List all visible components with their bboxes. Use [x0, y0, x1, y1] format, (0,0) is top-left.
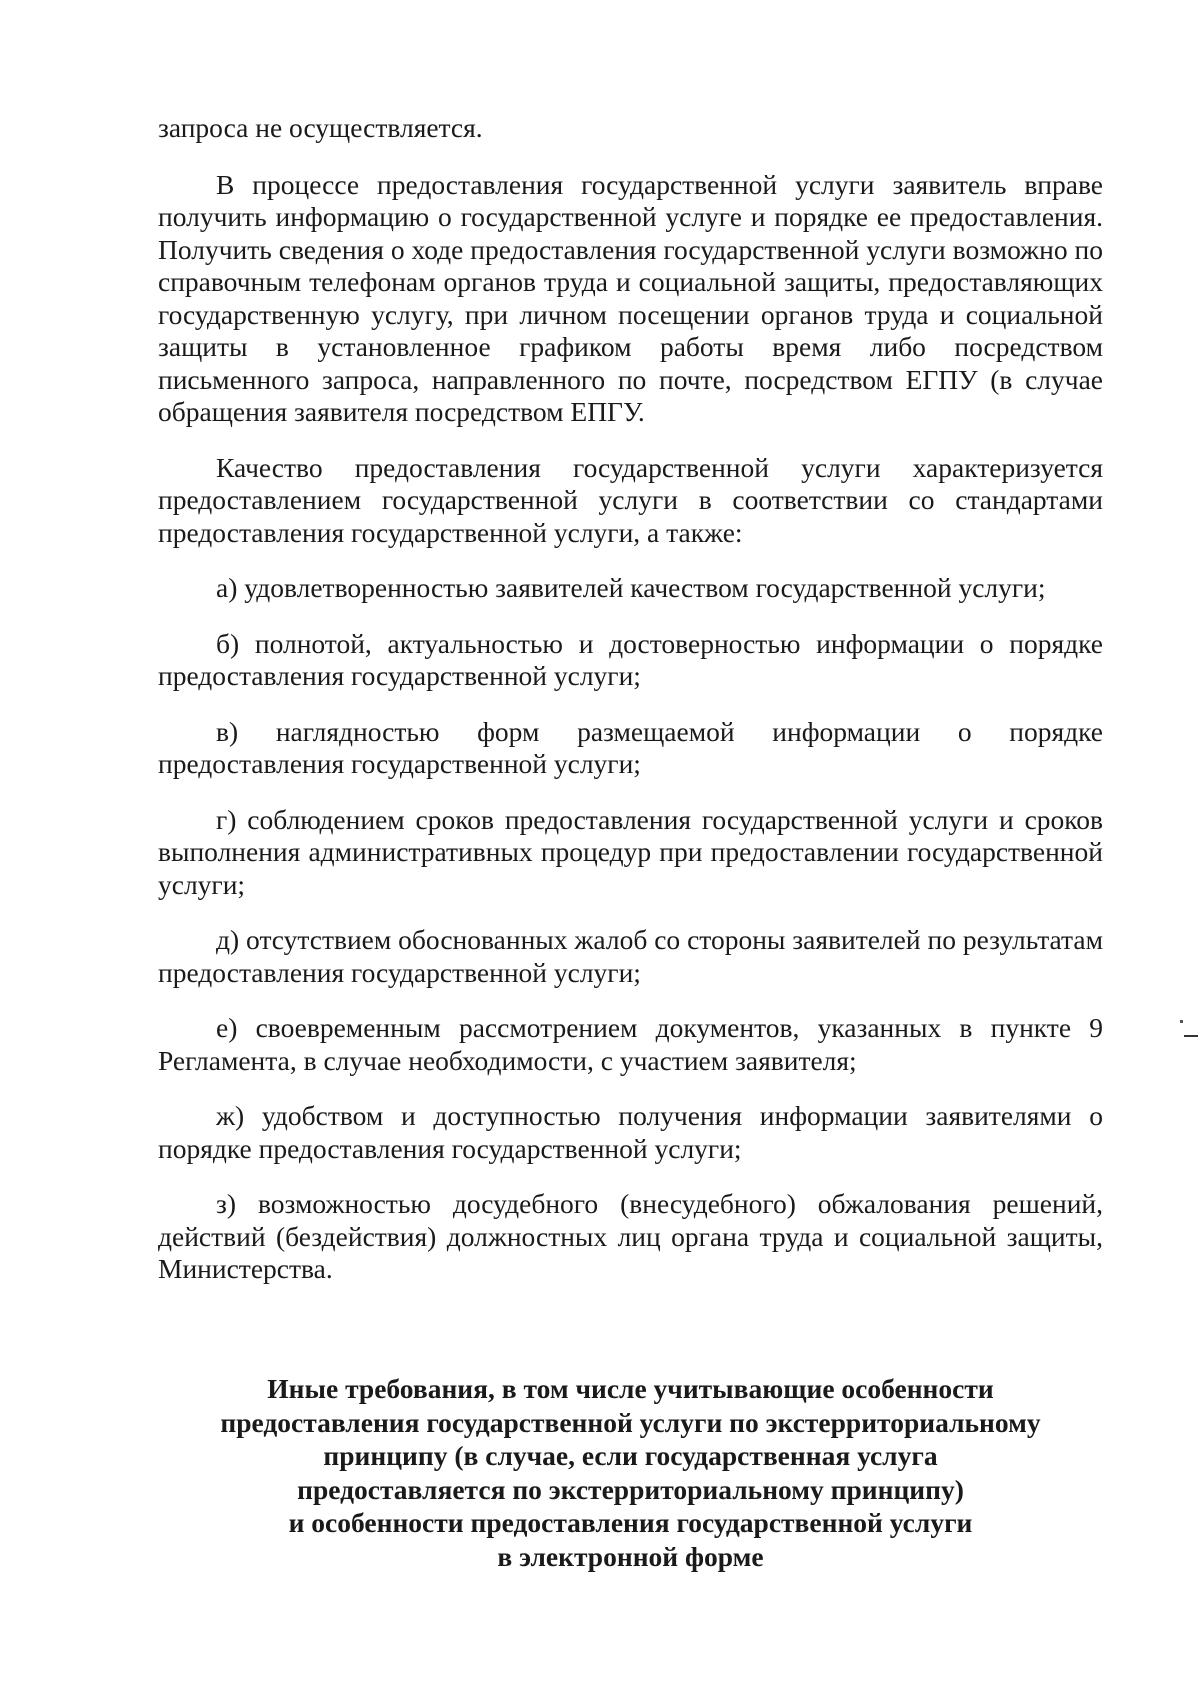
- list-item-e: е) своевременным рассмотрением документов, указанных в пункте 9 Регламента, в случае необходимости, с участием заявителя;: [158, 1012, 1103, 1076]
- paragraph-continuation: запроса не осуществляется.: [158, 112, 483, 143]
- list-item-z: з) возможностью досудебного (внесудебного) обжалования решений, действий (бездействия) должностных лиц органа труда и социальной защиты, Министерства.: [158, 1188, 1103, 1284]
- scan-margin-dot: [1180, 1020, 1183, 1023]
- paragraph-quality: Качество предоставления государственной услуги характеризуется предоставлением государственной услуги в соответствии со стандартами предоставления государственной услуги, а также:: [158, 451, 1103, 548]
- section-heading: [158, 1372, 1103, 1573]
- heading-line: принципу (в случае, если государственная услуга: [323, 1440, 938, 1471]
- heading-line: и особенности предоставления государственной услуги: [288, 1507, 973, 1538]
- heading-line: в электронной форме: [497, 1540, 764, 1572]
- heading-line: предоставляется по экстерриториальному принципу): [297, 1473, 964, 1505]
- heading-line: Иные требования, в том числе учитывающие особенности: [267, 1373, 994, 1404]
- list-item-d: д) отсутствием обоснованных жалоб со стороны заявителей по результатам предоставления государственной услуги;: [158, 924, 1103, 988]
- list-item-v: в) наглядностью форм размещаемой информации о порядке предоставления государственной услуги;: [158, 715, 1103, 779]
- scan-margin-mark: [1184, 1035, 1198, 1037]
- heading-line: предоставления государственной услуги по экстерриториальному: [220, 1406, 1041, 1438]
- document-body: [158, 112, 1103, 1309]
- list-item-zh: ж) удобством и доступностью получения информации заявителями о порядке предоставления государственной услуги;: [158, 1100, 1103, 1164]
- list-item-b: б) полнотой, актуальностью и достоверностью информации о порядке предоставления государственной услуги;: [158, 627, 1103, 691]
- paragraph-information: В процессе предоставления государственной услуги заявитель вправе получить информацию о государственной услуге и порядке ее предоставления. Получить сведения о ходе предоставления государственной услуги возможно по справочным телефонам органов труда и социальной защиты, предоставляющих государственную услугу, при личном посещении органов труда и социальной защиты в установленное графиком работы время либо посредством письменного запроса, направленного по почте, посредством ЕГПУ (в случае обращения заявителя посредством ЕПГУ.: [158, 168, 1103, 427]
- list-item-a: а) удовлетворенностью заявителей качеством государственной услуги;: [216, 572, 1046, 603]
- list-item-g: г) соблюдением сроков предоставления государственной услуги и сроков выполнения административных процедур при предоставлении государственной услуги;: [158, 803, 1103, 900]
